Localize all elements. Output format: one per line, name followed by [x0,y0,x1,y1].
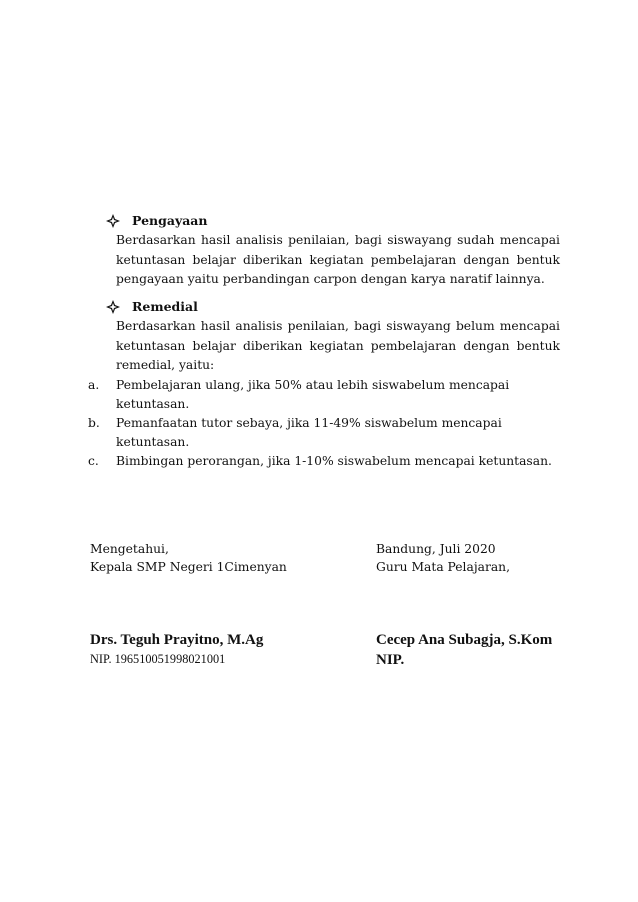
pengayaan-paragraph: Berdasarkan hasil analisis penilaian, bagi siswayang sudah mencapai ketuntasan belajar diberikan kegiatan pembelajaran dengan bentuk pengayaan yaitu perbandingan carpon dengan karya naratif lainnya. [116,233,560,286]
list-item-text: Pemanfaatan tutor sebaya, jika 11-49% siswabelum mencapai ketuntasan. [116,415,502,449]
list-marker: c. [88,453,99,468]
left-signature-header [90,540,287,576]
left-signer-name: Drs. Teguh Prayitno, M.Ag [90,632,264,648]
right-signature-header [376,540,510,576]
left-position-label: Kepala SMP Negeri 1Cimenyan [90,560,287,574]
remedial-section [88,298,560,471]
left-acknowledge-label: Mengetahui, [90,542,169,556]
list-marker: a. [88,377,100,392]
right-signer-name: Cecep Ana Subagja, S.Kom [376,632,553,648]
diamond-bullet-icon [106,300,120,314]
remedial-heading [106,298,560,316]
remedial-list [88,376,560,471]
remedial-heading-text: Remedial [132,299,198,314]
pengayaan-heading [106,212,560,230]
pengayaan-heading-text: Pengayaan [132,213,208,228]
list-item-text: Pembelajaran ulang, jika 50% atau lebih siswabelum mencapai ketuntasan. [116,377,510,411]
list-item-text: Bimbingan perorangan, jika 1-10% siswabelum mencapai ketuntasan. [116,453,552,468]
right-place-date-label: Bandung, Juli 2020 [376,542,496,556]
list-item [88,376,560,414]
list-item [88,414,560,452]
right-position-label: Guru Mata Pelajaran, [376,560,510,574]
pengayaan-section [116,212,560,290]
list-marker: b. [88,415,100,430]
diamond-bullet-icon [106,214,120,228]
remedial-paragraph: Berdasarkan hasil analisis penilaian, bagi siswayang belum mencapai ketuntasan belajar diberikan kegiatan pembelajaran dengan bentuk remedial, yaitu: [116,319,560,372]
left-signer-nip: NIP. 196510051998021001 [90,652,226,666]
right-signer-nip: NIP. [376,652,405,668]
list-item [88,452,560,471]
